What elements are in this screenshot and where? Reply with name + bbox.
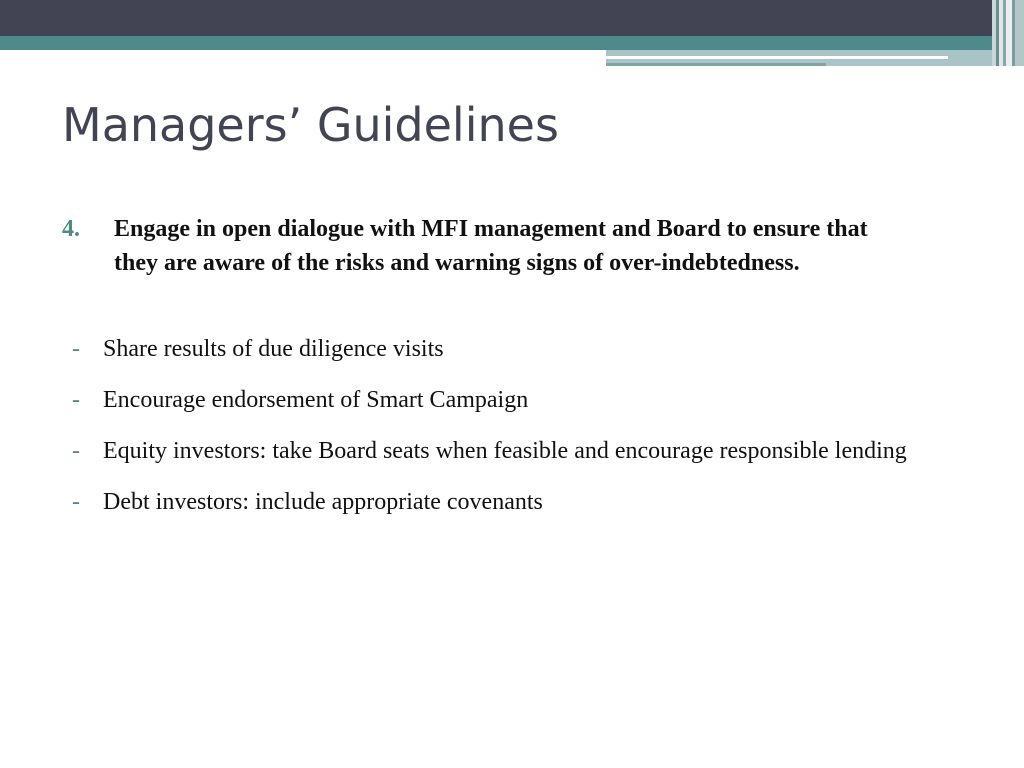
header-accent-line	[606, 56, 948, 59]
bullet-marker: -	[72, 387, 80, 413]
bullet-text: Encourage endorsement of Smart Campaign	[103, 387, 529, 413]
numbered-item-number: 4.	[62, 216, 80, 242]
bullet-marker: -	[72, 489, 80, 515]
bullet-text: Share results of due diligence visits	[103, 336, 444, 362]
bullet-list	[72, 332, 932, 536]
header-dark-band	[0, 0, 1024, 36]
numbered-item-text: Engage in open dialogue with MFI management and Board to ensure that they are aware of the risks and warning signs of over-indebtedness.	[114, 216, 868, 276]
bullet-marker: -	[72, 336, 80, 362]
bullet-text: Equity investors: take Board seats when feasible and encourage responsible lending	[103, 438, 907, 464]
header-accent-line-secondary	[606, 63, 826, 66]
list-item	[72, 485, 932, 519]
bullet-text: Debt investors: include appropriate covenants	[103, 489, 543, 515]
bullet-marker: -	[72, 438, 80, 464]
header-teal-band	[0, 36, 1024, 50]
list-item	[72, 434, 932, 468]
list-item	[72, 383, 932, 417]
slide-title: Managers’ Guidelines	[62, 98, 559, 152]
header-corner-bars	[992, 0, 1024, 66]
list-item	[72, 332, 932, 366]
